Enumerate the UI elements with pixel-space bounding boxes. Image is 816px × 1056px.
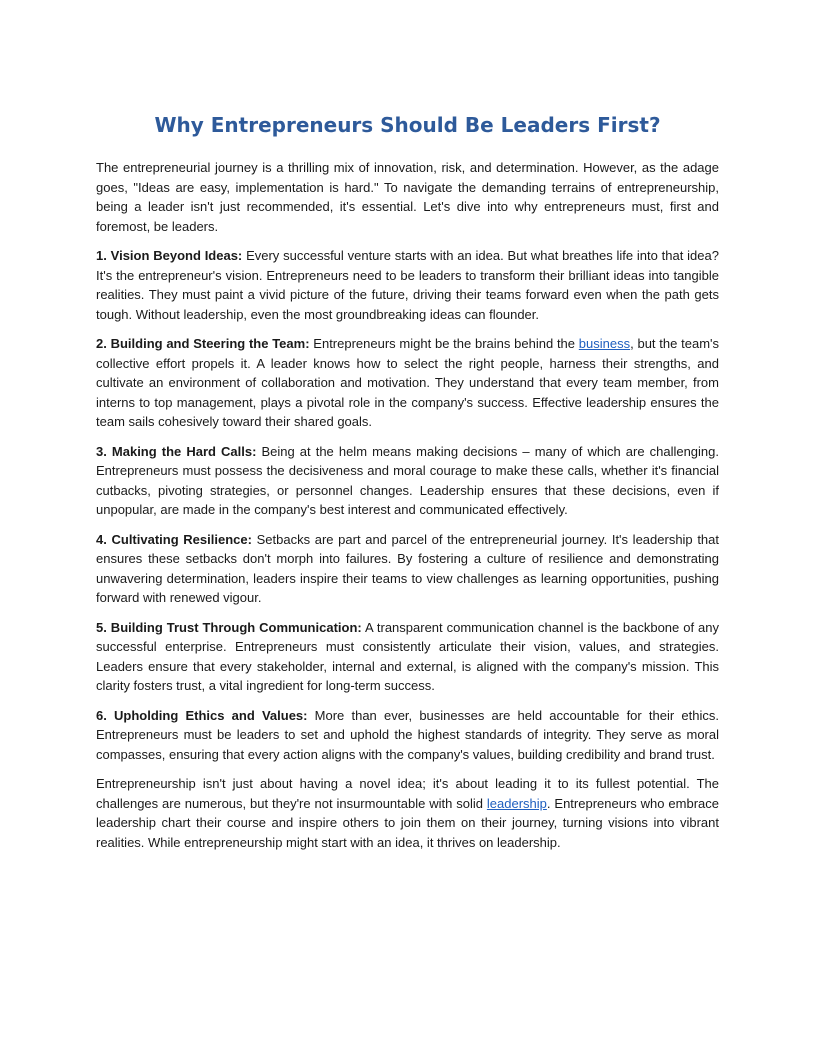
section-text: A transparent communication channel is the backbone of any successful enterprise. Entrepreneurs must consistently articulate their vision, values, and strategies. Leaders ensure that every stakeholder, internal and external, is aligned with the company's mission. This clarity fosters trust, a vital ingredient for long-term success.	[96, 619, 719, 693]
section-text: , but the team's collective effort propels it. A leader knows how to select the right people, harness their strengths, and cultivate an environment of collaboration and motivation. They understand that every team member, from interns to top management, plays a pivotal role in the company's success. Effective leadership ensures the team sails cohesively toward their shared goals.	[96, 336, 719, 429]
section-team	[96, 334, 719, 432]
section-resilience	[96, 530, 719, 608]
section-text: Every successful venture starts with an idea. But what breathes life into that idea? It's the entrepreneur's vision. Entrepreneurs need to be leaders to transform their brilliant ideas into tangible realities. They must paint a vivid picture of the future, driving their teams forward even when the path gets tough. Without leadership, even the most groundbreaking ideas can flounder.	[96, 248, 719, 322]
section-hard-calls	[96, 442, 719, 520]
section-heading: 3. Making the Hard Calls:	[96, 443, 257, 459]
section-vision	[96, 246, 719, 324]
section-ethics	[96, 706, 719, 765]
section-heading: 5. Building Trust Through Communication:	[96, 619, 362, 635]
section-heading: 6. Upholding Ethics and Values:	[96, 707, 308, 723]
business-link[interactable]: business	[578, 336, 631, 351]
section-heading: 2. Building and Steering the Team:	[96, 336, 310, 351]
conclusion-paragraph	[96, 774, 719, 852]
conclusion-text: Entrepreneurship isn't just about having a novel idea; it's about leading it to its fullest potential. The challenges are numerous, but they're not insurmountable with solid	[96, 776, 719, 811]
section-heading: 1. Vision Beyond Ideas:	[96, 248, 243, 263]
conclusion-text: . Entrepreneurs who embrace leadership chart their course and inspire others to join them on their journey, turning visions into vibrant realities. While entrepreneurship might start with an idea, it thrives on leadership.	[96, 795, 719, 850]
document-title: Why Entrepreneurs Should Be Leaders First?	[154, 113, 661, 137]
section-text: Being at the helm means making decisions – many of which are challenging. Entrepreneurs must possess the decisiveness and moral courage to make these calls, whether it's financial cutbacks, pivoting strategies, or personnel changes. Leadership ensures that these decisions, even if unpopular, are made in the company's best interest and communicated effectively.	[96, 443, 719, 517]
leadership-link[interactable]: leadership	[486, 795, 547, 811]
section-text: Entrepreneurs might be the brains behind the	[313, 336, 576, 351]
document-page	[96, 112, 719, 862]
section-communication	[96, 618, 719, 696]
section-text: Setbacks are part and parcel of the entrepreneurial journey. It's leadership that ensures these setbacks don't morph into failures. By fostering a culture of resilience and demonstrating unwavering determination, leaders inspire their teams to view challenges as learning opportunities, pushing forward with renewed vigour.	[96, 531, 719, 605]
intro-paragraph: The entrepreneurial journey is a thrilling mix of innovation, risk, and determination. However, as the adage goes, "Ideas are easy, implementation is hard." To navigate the demanding terrains of entrepreneurship, being a leader isn't just recommended, it's essential. Let's dive into why entrepreneurs must, first and foremost, be leaders.	[96, 160, 719, 234]
section-text: More than ever, businesses are held accountable for their ethics. Entrepreneurs must be leaders to set and uphold the highest standards of integrity. They serve as moral compasses, ensuring that every action aligns with the company's values, building credibility and brand trust.	[96, 707, 719, 762]
section-heading: 4. Cultivating Resilience:	[96, 531, 252, 547]
